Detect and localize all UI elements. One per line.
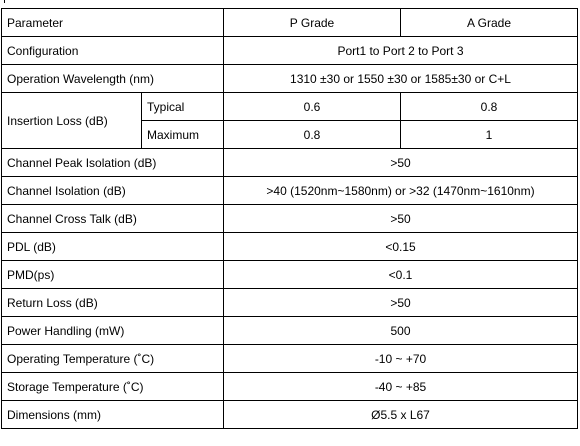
table-row (2, 401, 578, 429)
row-label: PMD(ps) (2, 261, 224, 289)
row-value: <0.1 (224, 261, 578, 289)
row-value: >50 (224, 149, 578, 177)
row-value: Ø5.5 x L67 (224, 401, 578, 429)
table-row (2, 289, 578, 317)
row-label: PDL (dB) (2, 233, 224, 261)
sub-label-maximum: Maximum (142, 121, 224, 149)
table-row (2, 205, 578, 233)
row-label: Operation Wavelength (nm) (2, 65, 224, 93)
table-row (2, 65, 578, 93)
table-row (2, 345, 578, 373)
row-label: Channel Isolation (dB) (2, 177, 224, 205)
row-value: <0.15 (224, 233, 578, 261)
row-label: Channel Cross Talk (dB) (2, 205, 224, 233)
row-label: Dimensions (mm) (2, 401, 224, 429)
row-value: >50 (224, 205, 578, 233)
row-value: -10 ~ +70 (224, 345, 578, 373)
row-value: -40 ~ +85 (224, 373, 578, 401)
row-label: Configuration (2, 37, 224, 65)
row-value: >50 (224, 289, 578, 317)
table-row (2, 373, 578, 401)
typical-a-value: 0.8 (401, 93, 578, 121)
row-label: Channel Peak Isolation (dB) (2, 149, 224, 177)
sub-label-typical: Typical (142, 93, 224, 121)
row-label: Insertion Loss (dB) (2, 93, 142, 149)
corner-mark (4, 0, 5, 3)
header-a-grade: A Grade (401, 9, 578, 37)
header-parameter: Parameter (2, 9, 224, 37)
row-label: Return Loss (dB) (2, 289, 224, 317)
table-row (2, 261, 578, 289)
row-label: Power Handling (mW) (2, 317, 224, 345)
table-row (2, 177, 578, 205)
row-label: Storage Temperature (˚C) (2, 373, 224, 401)
table-row (2, 233, 578, 261)
table-row (2, 93, 578, 121)
maximum-p-value: 0.8 (224, 121, 401, 149)
row-value: 500 (224, 317, 578, 345)
table-row (2, 149, 578, 177)
maximum-a-value: 1 (401, 121, 578, 149)
header-p-grade: P Grade (224, 9, 401, 37)
header-row (2, 9, 578, 37)
row-value: 1310 ±30 or 1550 ±30 or 1585±30 or C+L (224, 65, 578, 93)
spec-table (1, 8, 578, 429)
table-row (2, 37, 578, 65)
row-value: Port1 to Port 2 to Port 3 (224, 37, 578, 65)
table-row (2, 317, 578, 345)
typical-p-value: 0.6 (224, 93, 401, 121)
row-label: Operating Temperature (˚C) (2, 345, 224, 373)
row-value: >40 (1520nm~1580nm) or >32 (1470nm~1610nm) (224, 177, 578, 205)
